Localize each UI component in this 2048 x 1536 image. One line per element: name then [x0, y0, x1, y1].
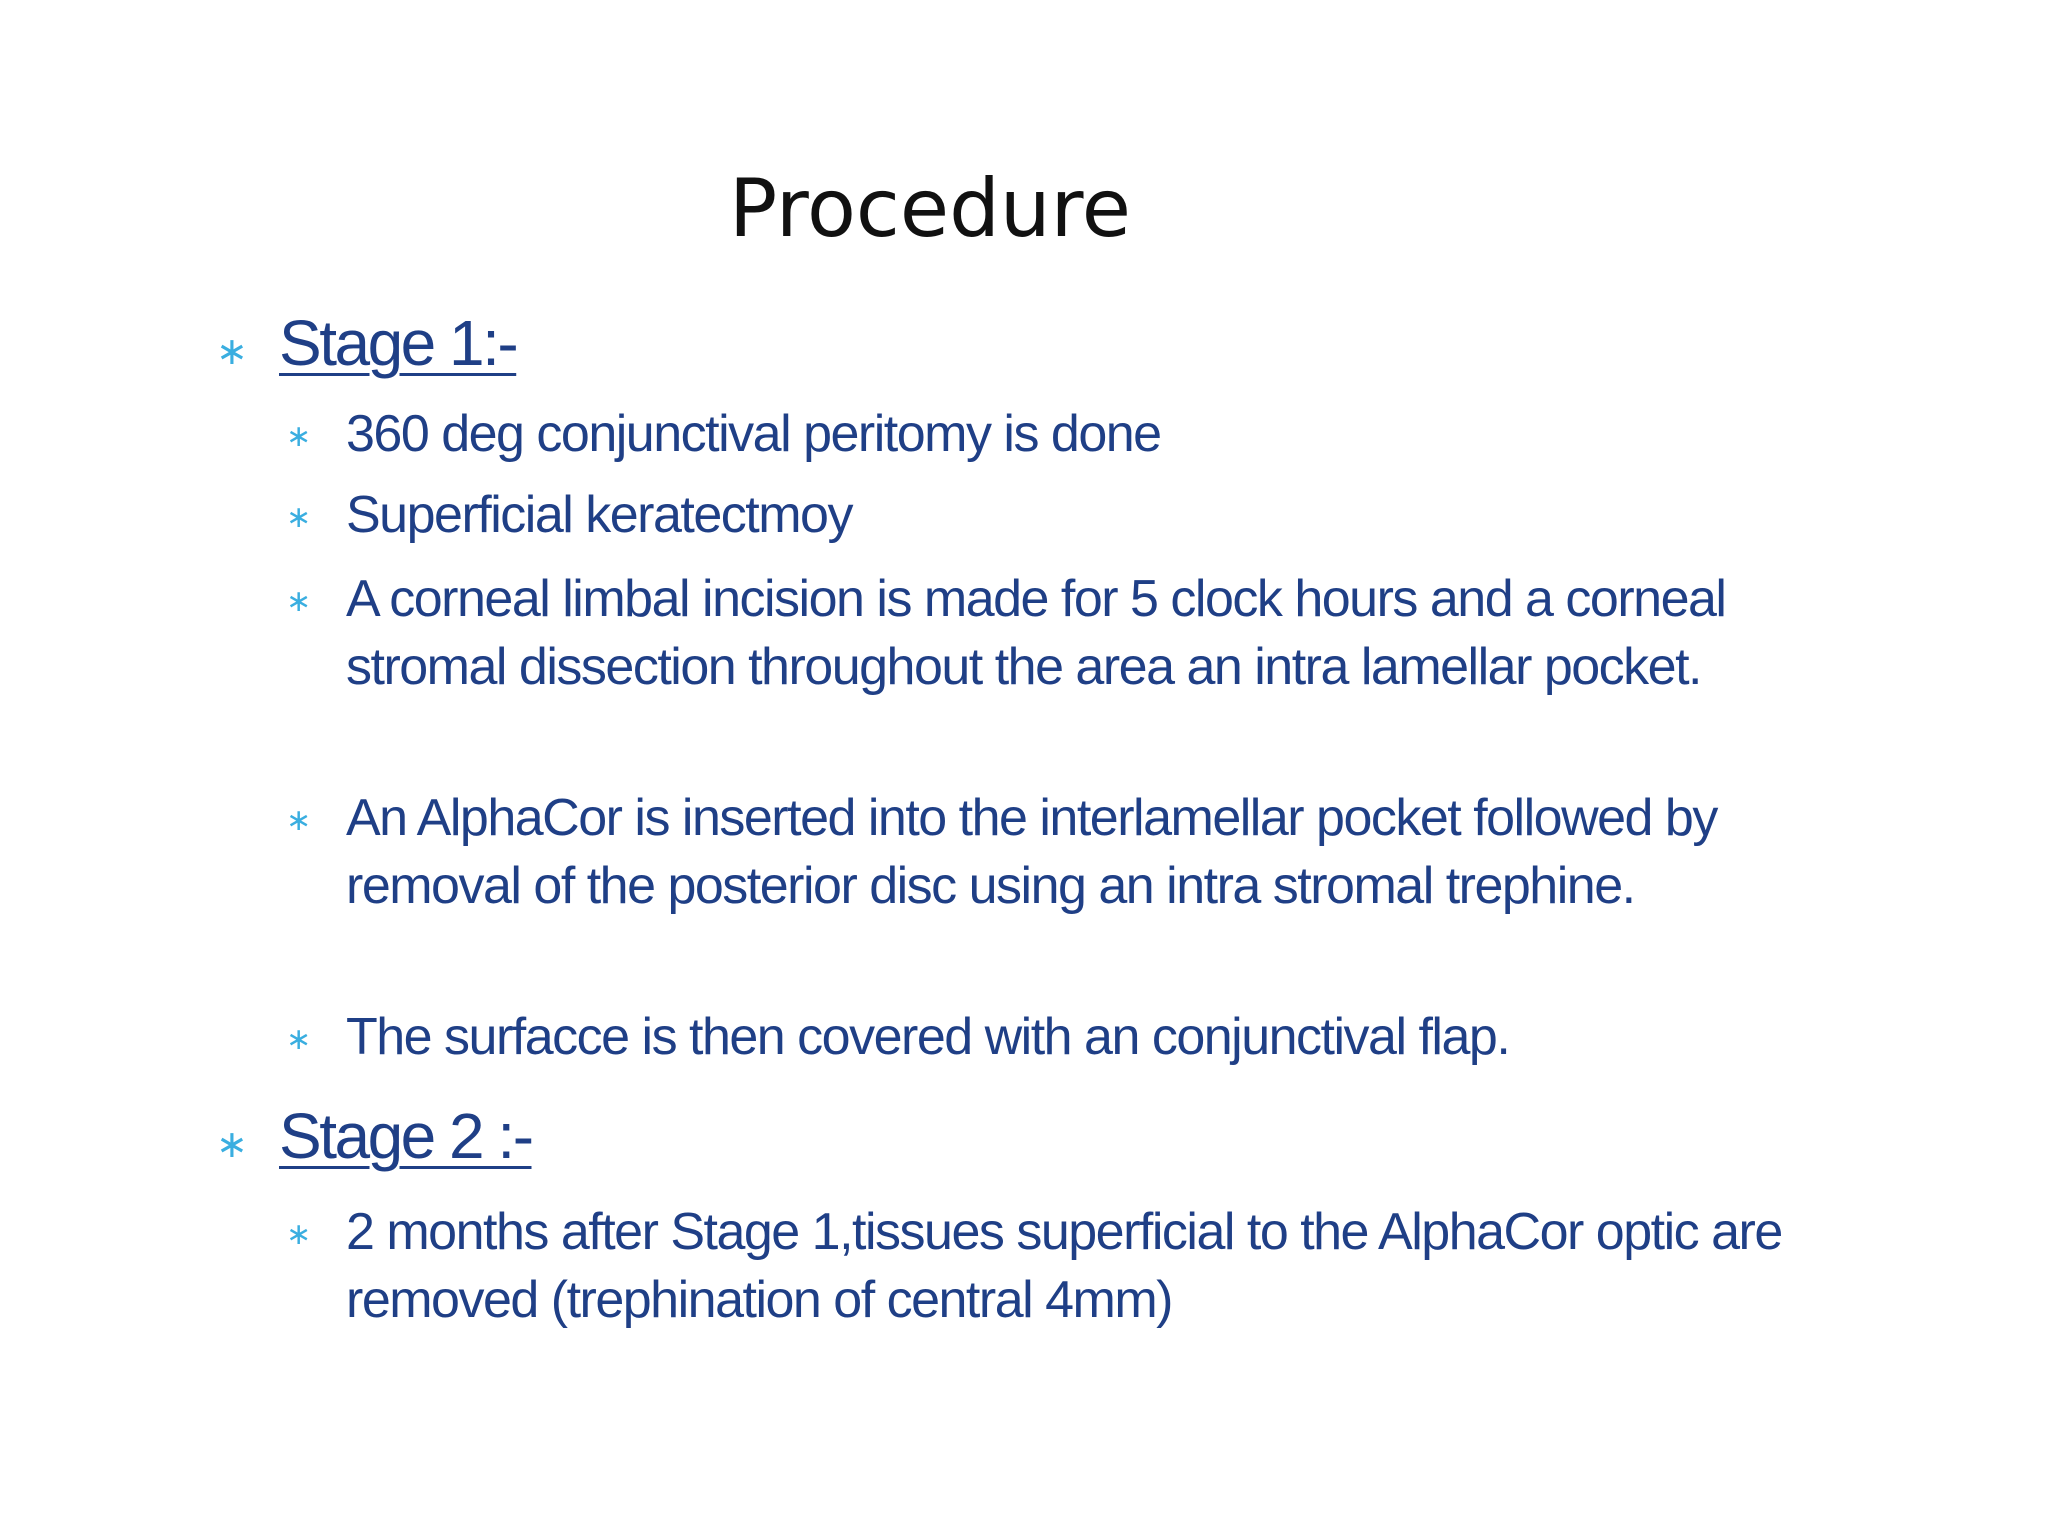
bullet-icon: ∗ [216, 329, 248, 373]
stage2-heading: Stage 2 :- [279, 1100, 532, 1172]
stage2-item-1: 2 months after Stage 1,tissues superficial to the AlphaCor optic are removed (trephination of central 4mm) [346, 1203, 1782, 1329]
stage1-item-5: The surfacce is then covered with an conjunctival flap. [346, 1008, 1510, 1066]
bullet-icon: ∗ [286, 1022, 312, 1057]
bullet-icon: ∗ [286, 803, 312, 838]
bullet-icon: ∗ [286, 419, 312, 454]
stage1-item-4: An AlphaCor is inserted into the interlamellar pocket followed by removal of the posterior disc using an intra stromal trephine. [346, 789, 1717, 915]
stage1-item-1: 360 deg conjunctival peritomy is done [346, 405, 1161, 463]
stage1-item-2: Superficial keratectmoy [346, 486, 852, 544]
bullet-icon: ∗ [286, 500, 312, 535]
bullet-icon: ∗ [286, 584, 312, 619]
bullet-icon: ∗ [286, 1217, 312, 1252]
bullet-icon: ∗ [216, 1122, 248, 1166]
stage1-heading: Stage 1:- [279, 307, 517, 379]
slide-title: Procedure [729, 162, 1131, 255]
stage1-item-3: A corneal limbal incision is made for 5 clock hours and a corneal stromal dissection throughout the area an intra lamellar pocket. [346, 570, 1726, 696]
